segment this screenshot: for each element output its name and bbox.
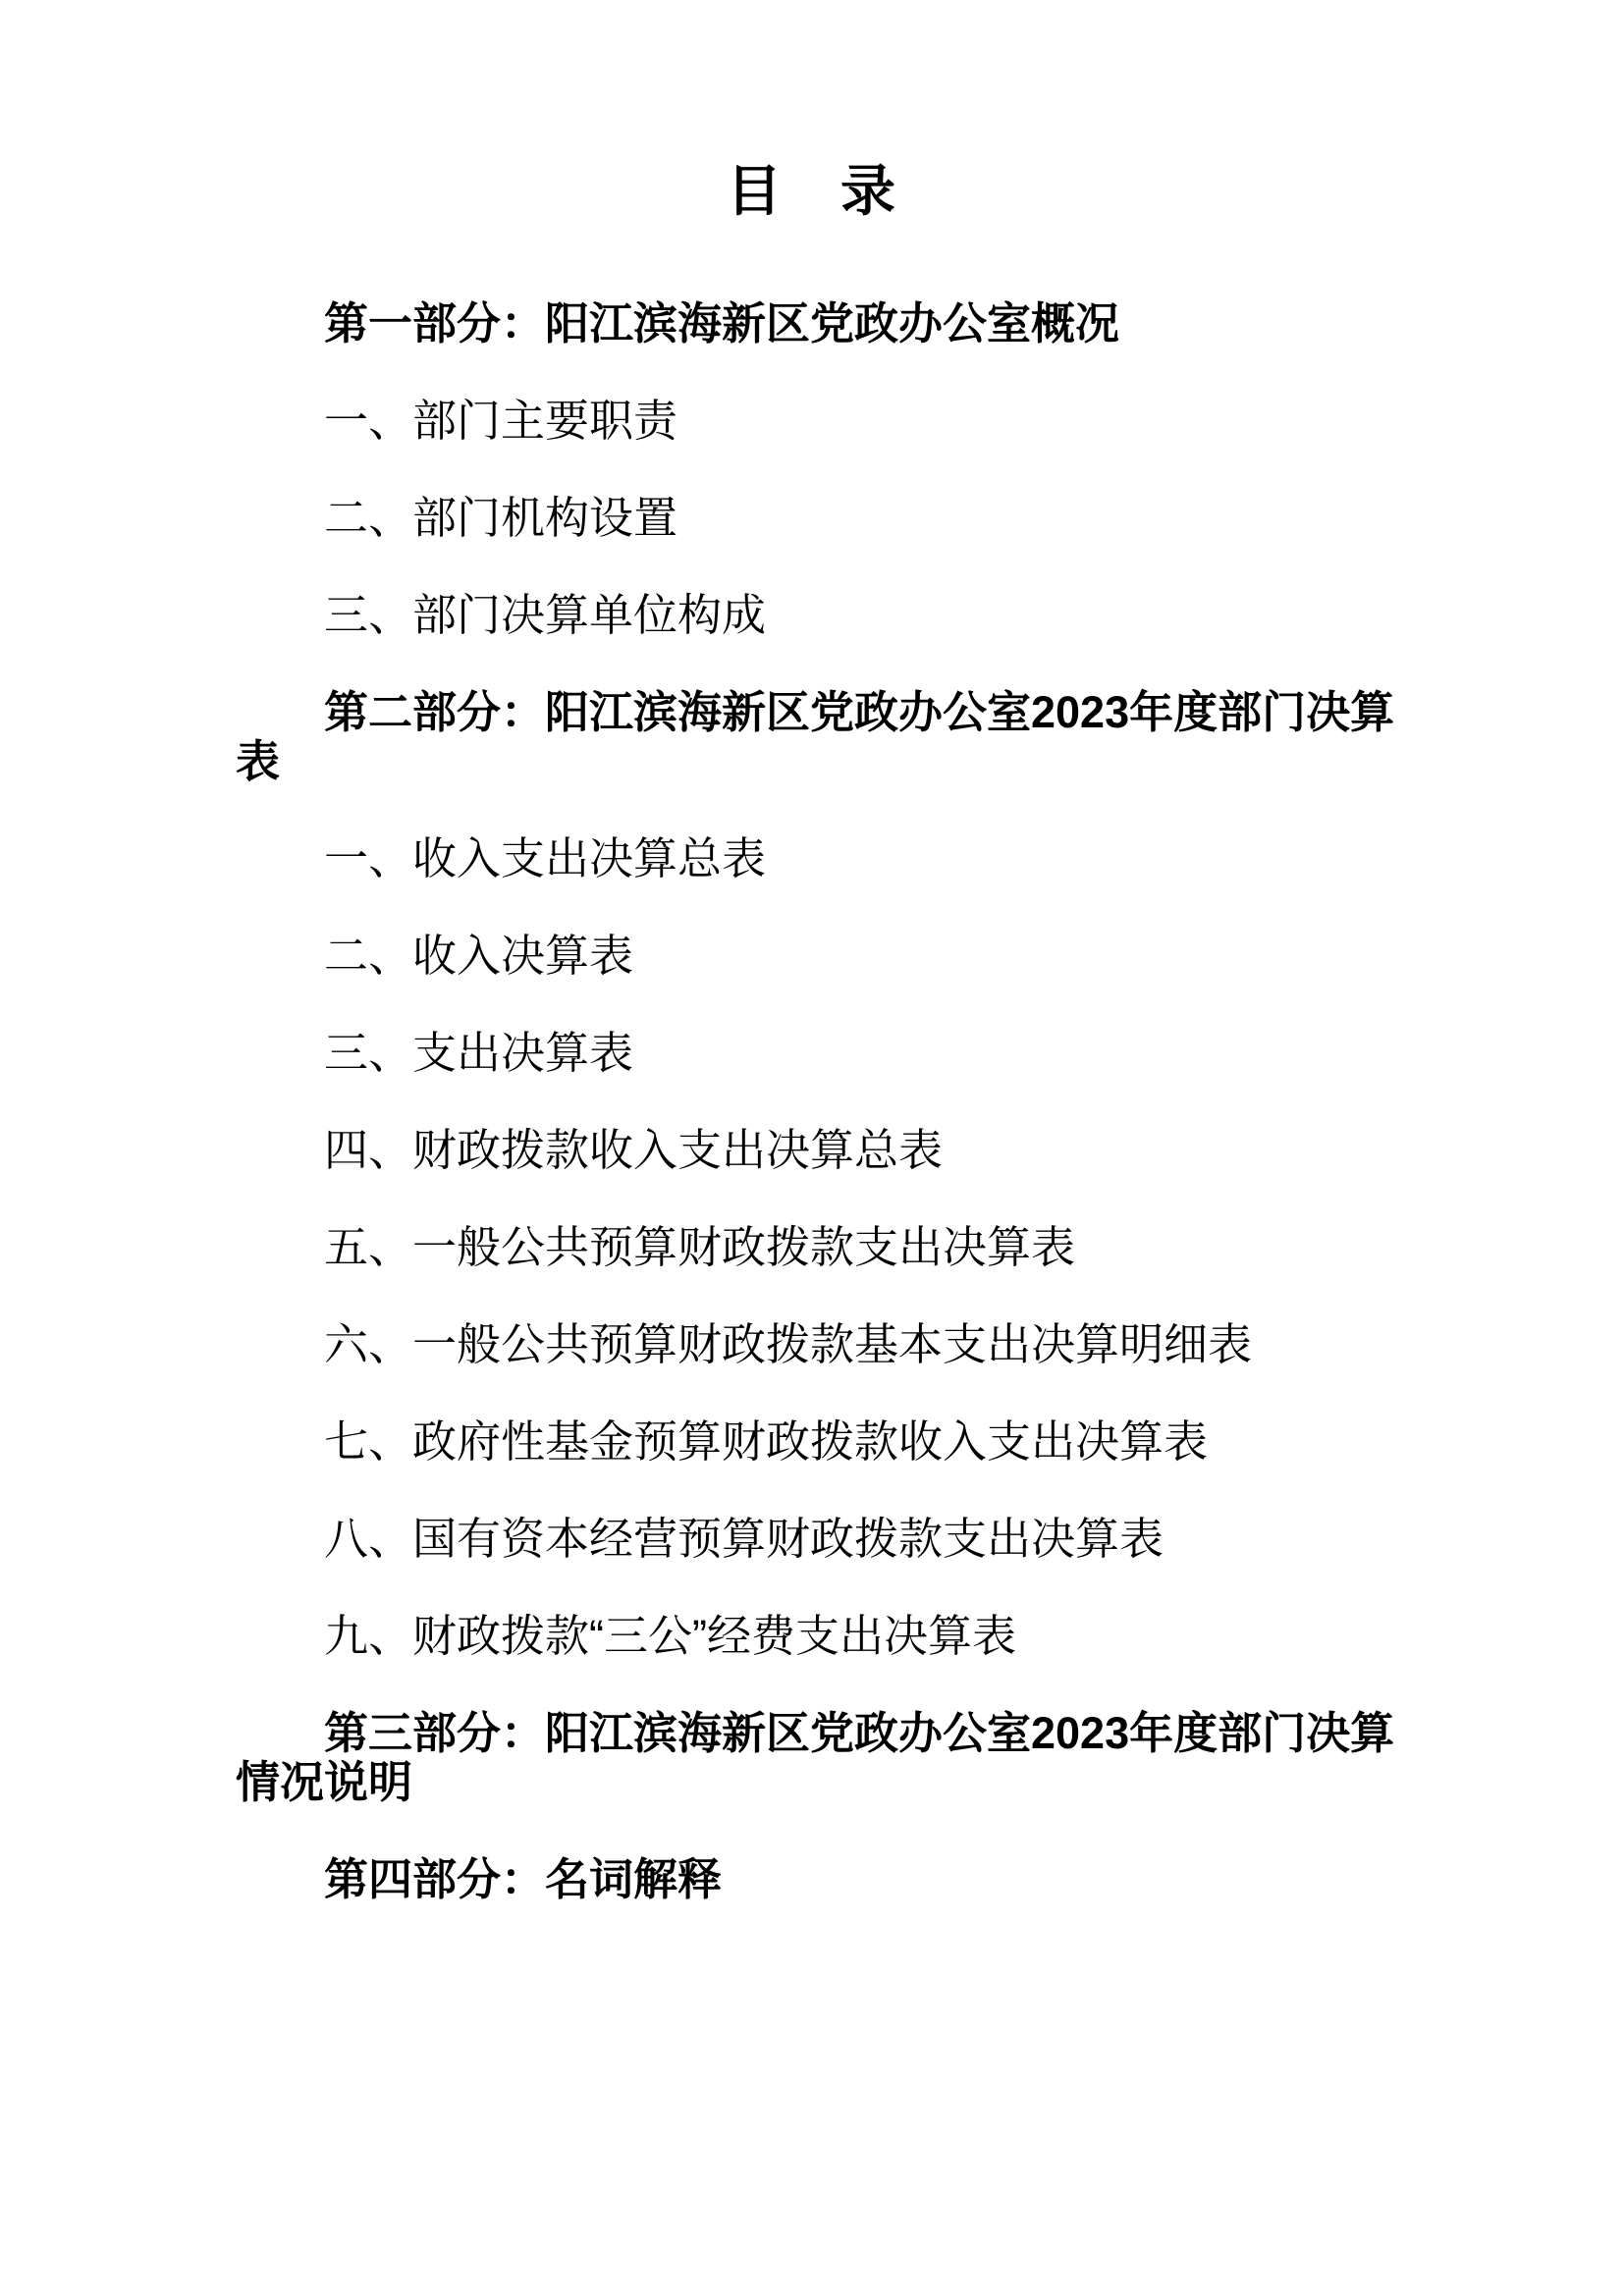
toc-item-label: 九、财政拨款“三公”经费支出决算表 <box>324 1611 1016 1661</box>
toc-item-label: 八、国有资本经营预算财政拨款支出决算表 <box>324 1514 1164 1564</box>
toc-heading-part4 <box>236 1855 1428 1904</box>
toc-item-label: 三、部门决算单位构成 <box>324 590 767 640</box>
toc-item <box>236 1126 1428 1175</box>
toc-item <box>236 834 1428 883</box>
toc-item <box>236 1417 1428 1467</box>
toc-item <box>236 1612 1428 1661</box>
toc-item <box>236 1029 1428 1078</box>
toc-item <box>236 494 1428 543</box>
toc-heading-part3 <box>236 1709 1428 1807</box>
toc-heading-line: 第二部分：阳江滨海新区党政办公室2023年度部门决算 <box>324 687 1395 737</box>
toc-item-label: 一、部门主要职责 <box>324 396 678 446</box>
toc-item <box>236 1223 1428 1272</box>
toc-heading-line: 第三部分：阳江滨海新区党政办公室2023年度部门决算 <box>324 1708 1395 1758</box>
table-of-contents <box>236 299 1428 1904</box>
toc-item-label: 二、部门机构设置 <box>324 493 678 543</box>
toc-item-label: 四、财政拨款收入支出决算总表 <box>324 1125 944 1175</box>
toc-item <box>236 932 1428 981</box>
toc-heading-line-wrap: 情况说明 <box>236 1757 413 1807</box>
toc-heading-part2 <box>236 688 1428 786</box>
toc-item <box>236 1515 1428 1564</box>
toc-heading-line: 第一部分：阳江滨海新区党政办公室概况 <box>324 298 1120 348</box>
toc-heading-part1 <box>236 299 1428 348</box>
toc-item <box>236 1320 1428 1369</box>
toc-item-label: 一、收入支出决算总表 <box>324 833 767 883</box>
toc-item-label: 五、一般公共预算财政拨款支出决算表 <box>324 1222 1076 1272</box>
toc-heading-line: 第四部分：名词解释 <box>324 1854 723 1904</box>
toc-item-label: 三、支出决算表 <box>324 1028 634 1078</box>
toc-heading-line-wrap: 表 <box>236 736 281 786</box>
toc-item <box>236 397 1428 446</box>
document-title: 目 录 <box>727 160 897 222</box>
toc-item-label: 六、一般公共预算财政拨款基本支出决算明细表 <box>324 1319 1253 1369</box>
toc-item <box>236 591 1428 640</box>
toc-item-label: 二、收入决算表 <box>324 931 634 981</box>
toc-item-label: 七、政府性基金预算财政拨款收入支出决算表 <box>324 1416 1209 1467</box>
